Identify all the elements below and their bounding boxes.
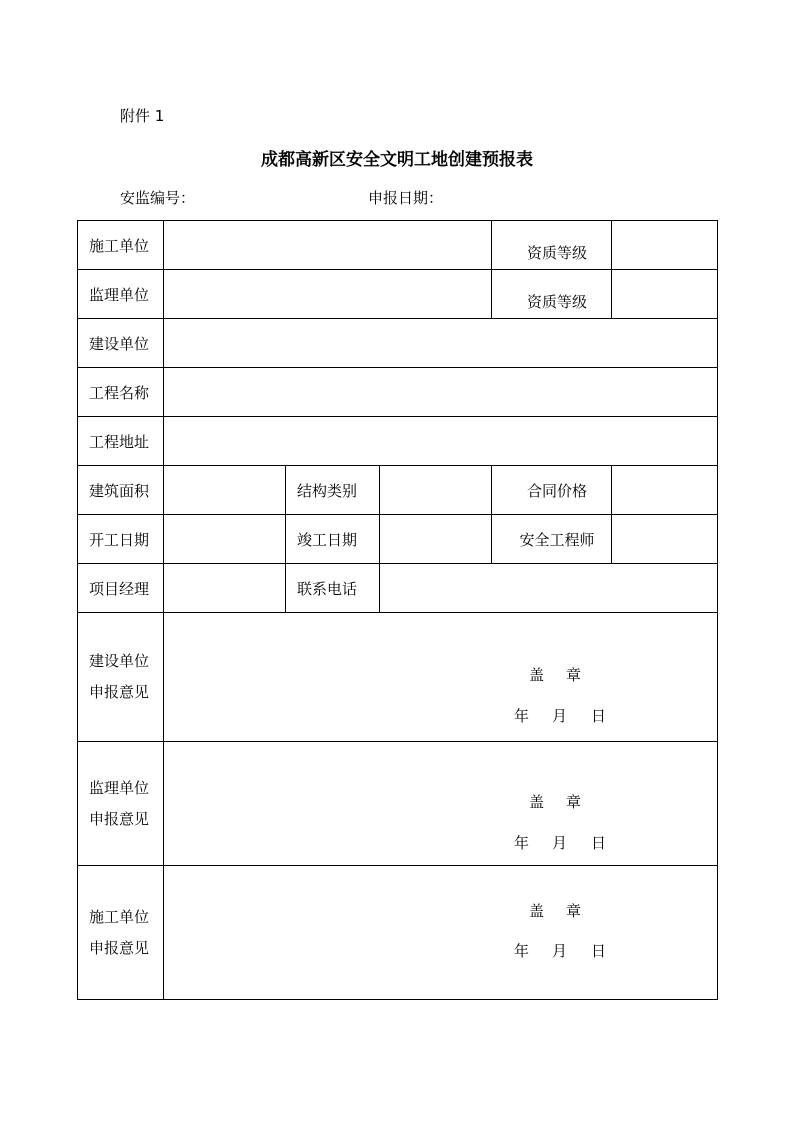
supervision-grade-field[interactable] [612,270,718,319]
attachment-label: 附件 1 [120,107,165,125]
project-name-field[interactable] [164,368,718,417]
structure-type-label: 结构类别 [286,466,380,515]
table-row [78,270,718,319]
completion-date-label: 竣工日期 [286,515,380,564]
table-row [78,221,718,270]
builder-opinion-label: 建设单位 申报意见 [78,613,164,742]
table-row [78,742,718,866]
construction-grade-label: 资质等级 [492,221,612,270]
supervision-unit-field[interactable] [164,270,492,319]
seal-line: 盖 章 [529,793,582,811]
seal-line: 盖 章 [529,666,582,684]
safety-engineer-label: 安全工程师 [492,515,612,564]
construction-unit-label: 施工单位 [78,221,164,270]
builder-unit-field[interactable] [164,319,718,368]
construction-unit-field[interactable] [164,221,492,270]
contract-price-label: 合同价格 [492,466,612,515]
start-date-field[interactable] [164,515,286,564]
supervision-grade-label: 资质等级 [492,270,612,319]
builder-unit-label: 建设单位 [78,319,164,368]
table-row [78,466,718,515]
table-row [78,564,718,613]
report-form-table [77,220,718,1000]
table-row [78,417,718,466]
supervision-opinion-field[interactable] [164,742,718,866]
project-address-label: 工程地址 [78,417,164,466]
date-line: 年 月 日 [514,942,607,960]
construction-opinion-label: 施工单位 申报意见 [78,866,164,1000]
structure-type-field[interactable] [380,466,492,515]
builder-opinion-field[interactable] [164,613,718,742]
date-line: 年 月 日 [514,707,607,725]
construction-grade-field[interactable] [612,221,718,270]
building-area-field[interactable] [164,466,286,515]
table-row [78,319,718,368]
contact-phone-field[interactable] [380,564,718,613]
table-row [78,368,718,417]
table-row [78,613,718,742]
date-line: 年 月 日 [514,834,607,852]
safety-engineer-field[interactable] [612,515,718,564]
supervision-opinion-label: 监理单位 申报意见 [78,742,164,866]
construction-opinion-field[interactable] [164,866,718,1000]
seal-line: 盖 章 [529,902,582,920]
contract-price-field[interactable] [612,466,718,515]
report-date-label: 申报日期： [368,189,444,207]
safety-number-label: 安监编号： [120,189,196,207]
page-title: 成都高新区安全文明工地创建预报表 [261,150,533,170]
start-date-label: 开工日期 [78,515,164,564]
table-row [78,866,718,1000]
contact-phone-label: 联系电话 [286,564,380,613]
project-address-field[interactable] [164,417,718,466]
project-manager-field[interactable] [164,564,286,613]
supervision-unit-label: 监理单位 [78,270,164,319]
project-name-label: 工程名称 [78,368,164,417]
table-row [78,515,718,564]
completion-date-field[interactable] [380,515,492,564]
building-area-label: 建筑面积 [78,466,164,515]
project-manager-label: 项目经理 [78,564,164,613]
